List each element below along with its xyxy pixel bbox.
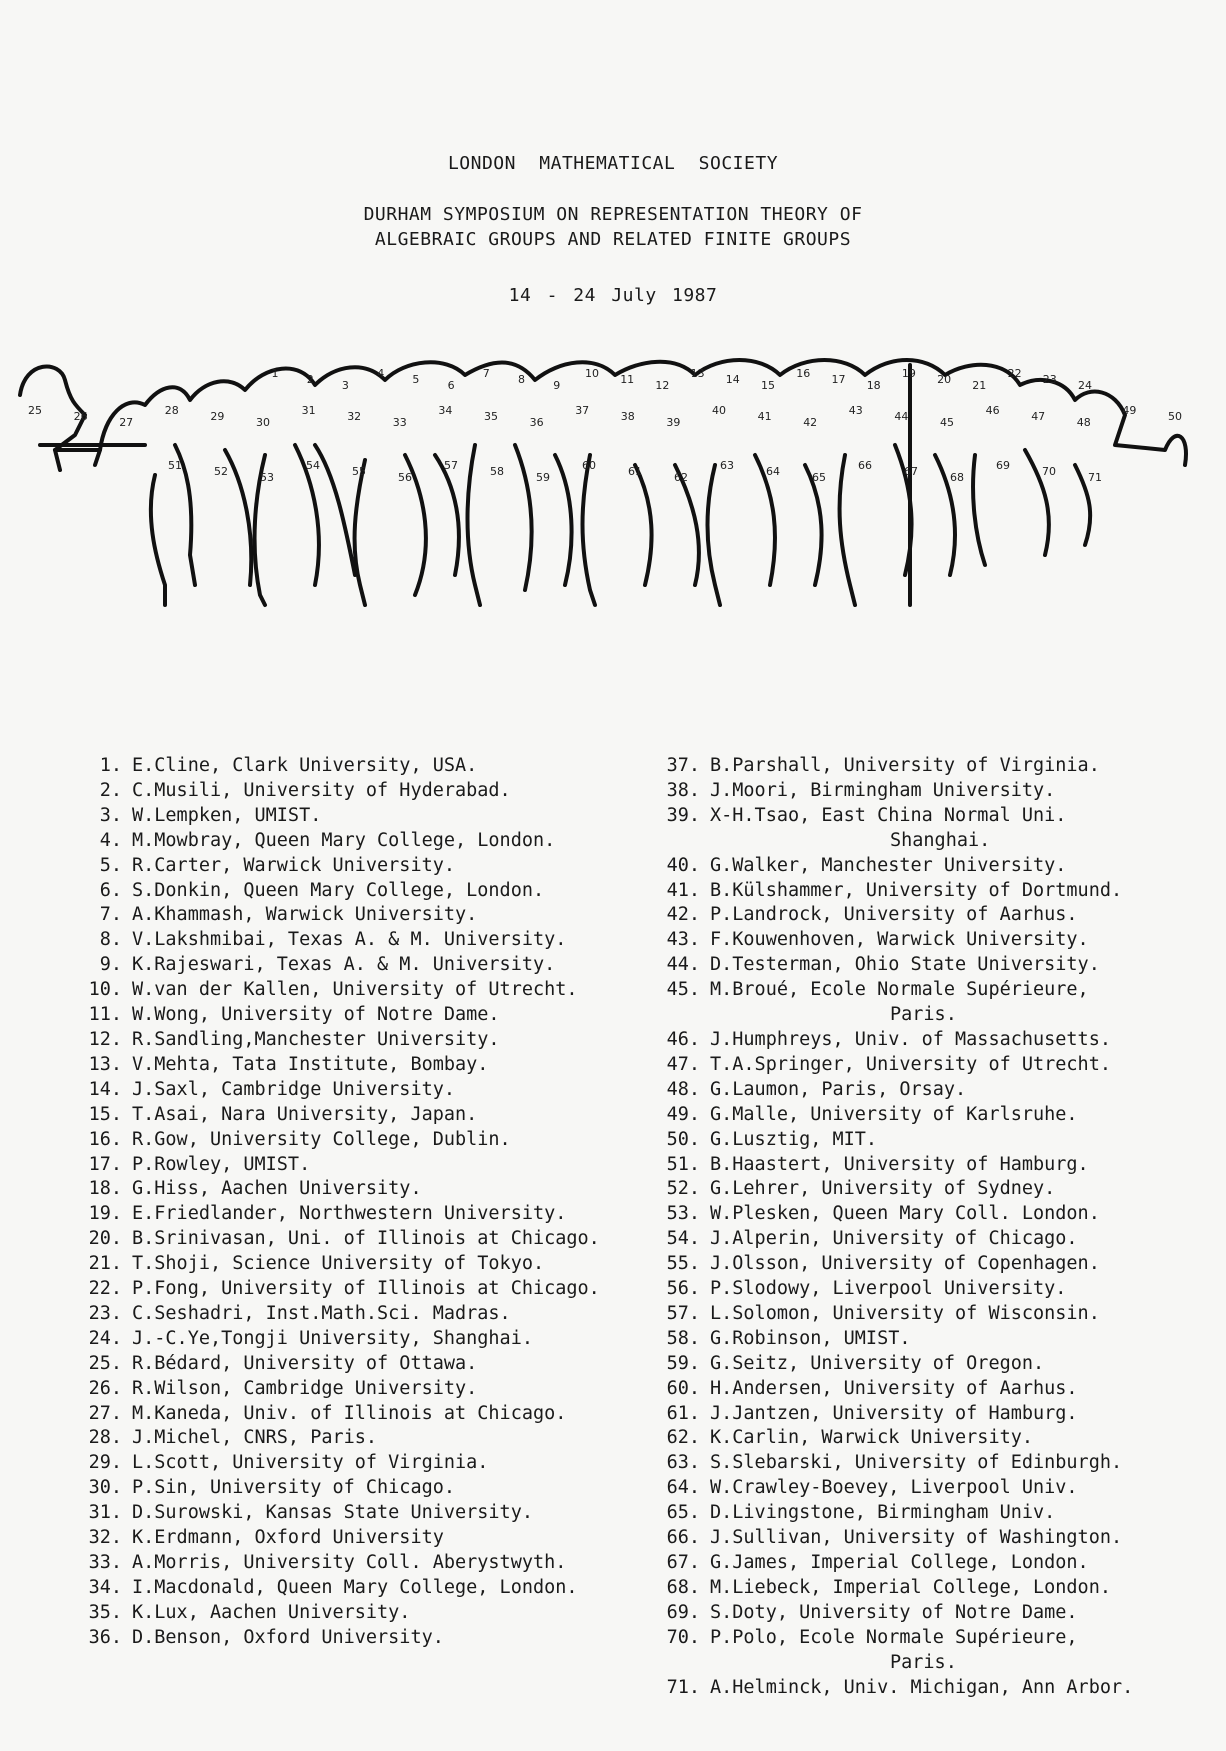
photo-key-number: 28 [164, 404, 179, 417]
participant-entry [660, 1402, 1220, 1427]
photo-key-number: 62 [674, 471, 688, 484]
photo-key-number: 8 [518, 373, 525, 386]
participant-name-affiliation: B.Haastert, University of Hamburg. [710, 1153, 1089, 1175]
participant-entry [82, 903, 652, 928]
participant-number: 21. [88, 1253, 122, 1275]
participant-entry [82, 1352, 652, 1377]
participant-name-affiliation: K.Lux, Aachen University. [132, 1601, 411, 1623]
group-outline-svg [15, 355, 1195, 655]
participant-entry [82, 928, 652, 953]
participant-entry [82, 1177, 652, 1202]
participant-name-affiliation: D.Surowski, Kansas State University. [132, 1502, 533, 1524]
photo-key-number: 52 [214, 465, 228, 478]
participant-number: 26. [88, 1377, 122, 1399]
participant-name-affiliation: T.A.Springer, University of Utrecht. [710, 1053, 1111, 1075]
participant-entry [82, 1327, 652, 1352]
participant-entry [660, 1501, 1220, 1526]
participant-entry-continuation: Paris. [890, 1004, 957, 1026]
photo-key-number: 1 [271, 367, 279, 380]
participant-entry [660, 1103, 1220, 1128]
participant-entry [82, 1103, 652, 1128]
participant-name-affiliation: T.Shoji, Science University of Tokyo. [132, 1253, 545, 1275]
participant-entry [82, 1202, 652, 1227]
participant-number: 55. [666, 1253, 700, 1275]
participant-name-affiliation: J.Michel, CNRS, Paris. [132, 1427, 378, 1449]
participant-entry [660, 1177, 1220, 1202]
participant-name-affiliation: K.Carlin, Warwick University. [710, 1427, 1034, 1449]
participant-name-affiliation: R.Bédard, University of Ottawa. [132, 1352, 478, 1374]
participant-number: 34. [88, 1576, 122, 1598]
participant-name-affiliation: J.Humphreys, Univ. of Massachusetts. [710, 1028, 1111, 1050]
participant-number: 45. [666, 979, 700, 1001]
participant-name-affiliation: P.Slodowy, Liverpool University. [710, 1278, 1067, 1300]
participant-entry [82, 829, 652, 854]
participant-number: 14. [88, 1078, 122, 1100]
photo-key-number: 35 [484, 410, 498, 423]
photo-key-number: 15 [761, 379, 775, 392]
participant-entry [82, 953, 652, 978]
participant-name-affiliation: F.Kouwenhoven, Warwick University. [710, 929, 1089, 951]
participant-name-affiliation: W.Wong, University of Notre Dame. [132, 1004, 500, 1026]
participant-number: 69. [666, 1601, 700, 1623]
participant-number: 11. [88, 1004, 122, 1026]
symposium-title-line-1: DURHAM SYMPOSIUM ON REPRESENTATION THEORY OF [363, 204, 863, 225]
participant-number: 64. [666, 1477, 700, 1499]
participant-name-affiliation: J.Jantzen, University of Hamburg. [710, 1402, 1078, 1424]
participant-number: 10. [88, 979, 122, 1001]
participant-number: 38. [666, 779, 700, 801]
participant-entry [82, 1526, 652, 1551]
photo-key-number: 69 [996, 459, 1010, 472]
participant-name-affiliation: L.Solomon, University of Wisconsin. [710, 1302, 1100, 1324]
participant-number: 62. [666, 1427, 700, 1449]
photo-key-number: 53 [260, 471, 274, 484]
photo-key-number: 60 [582, 459, 596, 472]
participant-number: 1. [99, 755, 122, 776]
participant-name-affiliation: V.Mehta, Tata Institute, Bombay. [132, 1053, 489, 1075]
photo-key-number: 23 [1042, 373, 1057, 386]
participant-number: 32. [88, 1527, 122, 1549]
photo-key-number: 57 [444, 459, 458, 472]
photo-key-number: 31 [301, 404, 316, 417]
participant-name-affiliation: W.Lempken, UMIST. [132, 804, 322, 826]
participant-entry [660, 754, 1220, 779]
participant-name-affiliation: G.Laumon, Paris, Orsay. [710, 1078, 967, 1100]
photo-key-number: 47 [1031, 410, 1046, 423]
participant-number: 67. [666, 1552, 700, 1573]
participant-name-affiliation: M.Liebeck, Imperial College, London. [710, 1576, 1111, 1598]
photo-key-numbers [28, 367, 1182, 484]
participant-entry [660, 1277, 1220, 1302]
participant-number: 24. [88, 1327, 122, 1349]
photo-key-number: 38 [620, 410, 635, 423]
photo-key-number: 9 [553, 379, 561, 392]
participant-entry [660, 1601, 1220, 1626]
symposium-dates: 14 - 24 July 1987 [508, 285, 718, 306]
participant-entry [82, 1402, 652, 1427]
participant-number: 39. [666, 804, 700, 826]
participant-name-affiliation: J.-C.Ye,Tongji University, Shanghai. [132, 1327, 533, 1349]
photo-key-number: 34 [438, 404, 453, 417]
participant-number: 54. [666, 1228, 700, 1250]
photo-key-number: 11 [620, 373, 635, 386]
participant-entry [660, 953, 1220, 978]
participant-name-affiliation: B.Parshall, University of Virginia. [710, 755, 1100, 776]
participant-name-affiliation: B.Külshammer, University of Dortmund. [710, 879, 1123, 901]
participant-entry [660, 978, 1220, 1003]
participant-name-affiliation: K.Erdmann, Oxford University [132, 1527, 444, 1549]
participant-name-affiliation: J.Saxl, Cambridge University. [132, 1078, 456, 1100]
participant-number: 37. [666, 755, 700, 776]
participant-name-affiliation: J.Moori, Birmingham University. [710, 779, 1056, 801]
photo-key-number: 24 [1078, 379, 1092, 392]
participant-entry-continuation: Paris. [890, 1651, 957, 1673]
participant-name-affiliation: R.Gow, University College, Dublin. [132, 1128, 511, 1150]
photo-key-number: 71 [1088, 471, 1102, 484]
photo-key-number: 61 [628, 465, 642, 478]
participant-number: 27. [88, 1402, 122, 1424]
participant-number: 68. [666, 1576, 700, 1598]
participant-entry-continuation: Shanghai. [890, 829, 991, 851]
participant-entry [82, 1601, 652, 1626]
participant-name-affiliation: G.Malle, University of Karlsruhe. [710, 1103, 1078, 1125]
participant-number: 5. [99, 854, 122, 876]
participant-name-affiliation: E.Cline, Clark University, USA. [132, 755, 478, 776]
photo-key-number: 63 [720, 459, 734, 472]
participant-entry [82, 1128, 652, 1153]
photo-key-number: 14 [725, 373, 740, 386]
photo-key-number: 17 [831, 373, 846, 386]
participant-name-affiliation: T.Asai, Nara University, Japan. [132, 1103, 478, 1125]
participant-name-affiliation: S.Slebarski, University of Edinburgh. [710, 1452, 1123, 1474]
participant-number: 18. [88, 1178, 122, 1200]
participant-entry [82, 754, 652, 779]
participant-entry [660, 1576, 1220, 1601]
participant-entry [660, 1676, 1220, 1701]
participant-name-affiliation: M.Kaneda, Univ. of Illinois at Chicago. [132, 1402, 567, 1424]
participant-name-affiliation: J.Alperin, University of Chicago. [710, 1228, 1078, 1250]
participant-number: 16. [88, 1128, 122, 1150]
participant-number: 25. [88, 1352, 122, 1374]
participant-entry [660, 1227, 1220, 1252]
participant-name-affiliation: G.Hiss, Aachen University. [132, 1178, 422, 1200]
photo-key-number: 46 [985, 404, 1000, 417]
participant-entry [82, 1252, 652, 1277]
participant-name-affiliation: X-H.Tsao, East China Normal Uni. [710, 804, 1067, 826]
symposium-title-line-2: ALGEBRAIC GROUPS AND RELATED FINITE GROUPS [374, 229, 852, 250]
participant-number: 48. [666, 1078, 700, 1100]
participant-name-affiliation: C.Seshadri, Inst.Math.Sci. Madras. [132, 1302, 511, 1324]
participant-number: 8. [99, 929, 122, 951]
photo-key-number: 2 [306, 373, 314, 386]
participant-name-affiliation: G.Robinson, UMIST. [710, 1327, 911, 1349]
photo-key-number: 59 [536, 471, 550, 484]
photo-key-number: 55 [352, 465, 366, 478]
photo-key-number: 45 [940, 416, 954, 429]
participant-number: 19. [88, 1203, 122, 1225]
participant-name-affiliation: D.Livingstone, Birmingham Univ. [710, 1502, 1056, 1524]
participant-name-affiliation: P.Rowley, UMIST. [132, 1153, 311, 1175]
participant-name-affiliation: P.Sin, University of Chicago. [132, 1477, 456, 1499]
participant-entry [82, 1028, 652, 1053]
photo-key-number: 12 [655, 379, 670, 392]
participant-name-affiliation: A.Morris, University Coll. Aberystwyth. [132, 1552, 567, 1573]
photo-key-number: 29 [210, 410, 225, 423]
participant-entry [660, 1028, 1220, 1053]
participant-entry [660, 1451, 1220, 1476]
participant-number: 12. [88, 1028, 122, 1050]
participant-number: 30. [88, 1477, 122, 1499]
photo-key-number: 4 [377, 367, 385, 380]
photo-key-number: 56 [398, 471, 412, 484]
photo-key-number: 44 [894, 410, 909, 423]
participant-entry [82, 779, 652, 804]
participant-number: 20. [88, 1228, 122, 1250]
participant-name-affiliation: D.Testerman, Ohio State University. [710, 954, 1100, 976]
participant-number: 28. [88, 1427, 122, 1449]
photo-key-number: 65 [812, 471, 826, 484]
participant-entry [82, 1153, 652, 1178]
photo-key-number: 6 [447, 379, 455, 392]
participant-name-affiliation: G.Lusztig, MIT. [710, 1128, 878, 1150]
participant-number: 52. [666, 1178, 700, 1200]
participant-entry [660, 879, 1220, 904]
participant-name-affiliation: G.Lehrer, University of Sydney. [710, 1178, 1056, 1200]
participant-entry [82, 1053, 652, 1078]
photo-key-number: 27 [119, 416, 134, 429]
participant-name-affiliation: I.Macdonald, Queen Mary College, London. [132, 1576, 578, 1598]
photo-key-number: 19 [901, 367, 916, 380]
participant-name-affiliation: G.Seitz, University of Oregon. [710, 1352, 1045, 1374]
participant-name-affiliation: J.Sullivan, University of Washington. [710, 1527, 1123, 1549]
participant-entry [660, 1426, 1220, 1451]
photo-key-number: 18 [866, 379, 881, 392]
participant-number: 51. [666, 1153, 700, 1175]
participant-entry [660, 1153, 1220, 1178]
participant-number: 59. [666, 1352, 700, 1374]
participant-entry [82, 1227, 652, 1252]
photo-key-number: 40 [712, 404, 726, 417]
participant-entry [82, 879, 652, 904]
participant-number: 65. [666, 1502, 700, 1524]
participant-entry [82, 1078, 652, 1103]
participant-name-affiliation: G.Walker, Manchester University. [710, 854, 1067, 876]
participant-entry [660, 1302, 1220, 1327]
participant-name-affiliation: G.James, Imperial College, London. [710, 1552, 1089, 1573]
participant-entry [660, 1053, 1220, 1078]
participant-name-affiliation: B.Srinivasan, Uni. of Illinois at Chicago. [132, 1228, 600, 1250]
participant-number: 15. [88, 1103, 122, 1125]
participant-entry [660, 1476, 1220, 1501]
photo-key-number: 32 [347, 410, 362, 423]
participant-name-affiliation: W.Plesken, Queen Mary Coll. London. [710, 1203, 1100, 1225]
participant-name-affiliation: W.van der Kallen, University of Utrecht. [132, 979, 578, 1001]
participant-entry [82, 1576, 652, 1601]
participant-number: 9. [99, 954, 122, 976]
participant-entry [660, 1327, 1220, 1352]
participant-number: 70. [666, 1626, 700, 1648]
participant-entry [82, 804, 652, 829]
photo-key-number: 41 [757, 410, 772, 423]
participant-entry [660, 804, 1220, 829]
participant-number: 2. [99, 779, 122, 801]
participant-name-affiliation: R.Carter, Warwick University. [132, 854, 456, 876]
participant-entry [660, 1551, 1220, 1576]
group-photo-key-drawing [15, 355, 1195, 655]
participant-name-affiliation: S.Doty, University of Notre Dame. [710, 1601, 1078, 1623]
participant-number: 63. [666, 1452, 700, 1474]
photo-key-number: 33 [392, 416, 407, 429]
photo-key-number: 66 [858, 459, 872, 472]
participant-entry [660, 1626, 1220, 1651]
participant-name-affiliation: C.Musili, University of Hyderabad. [132, 779, 511, 801]
photo-key-number: 13 [690, 367, 705, 380]
photo-key-number: 48 [1076, 416, 1091, 429]
photo-key-number: 36 [529, 416, 544, 429]
photo-key-number: 42 [803, 416, 818, 429]
participant-list-right [660, 754, 1220, 1700]
participant-entry [660, 1078, 1220, 1103]
participant-number: 49. [666, 1103, 700, 1125]
participant-name-affiliation: D.Benson, Oxford University. [132, 1626, 444, 1648]
participant-number: 71. [666, 1676, 700, 1698]
participant-number: 57. [666, 1302, 700, 1324]
photo-key-number: 54 [306, 459, 320, 472]
participant-name-affiliation: S.Donkin, Queen Mary College, London. [132, 879, 545, 901]
participant-name-affiliation: H.Andersen, University of Aarhus. [710, 1377, 1078, 1399]
participant-entry [660, 1202, 1220, 1227]
photo-key-number: 58 [490, 465, 504, 478]
photo-key-number: 5 [412, 373, 420, 386]
participant-number: 42. [666, 904, 700, 926]
participant-entry [82, 1476, 652, 1501]
photo-key-number: 39 [666, 416, 681, 429]
participant-entry [660, 1377, 1220, 1402]
participant-number: 60. [666, 1377, 700, 1399]
participant-number: 46. [666, 1028, 700, 1050]
photo-key-number: 10 [585, 367, 599, 380]
participant-number: 36. [88, 1626, 122, 1648]
photo-key-number: 22 [1007, 367, 1022, 380]
participant-entry [82, 1551, 652, 1576]
participant-number: 23. [88, 1302, 122, 1324]
photo-key-number: 30 [256, 416, 270, 429]
participant-number: 29. [88, 1452, 122, 1474]
photo-key-number: 50 [1168, 410, 1182, 423]
photo-key-number: 3 [341, 379, 349, 392]
participant-number: 17. [88, 1153, 122, 1175]
photo-key-number: 64 [766, 465, 780, 478]
participant-number: 6. [99, 879, 122, 901]
photo-key-number: 49 [1122, 404, 1137, 417]
participant-entry [82, 1277, 652, 1302]
participant-name-affiliation: K.Rajeswari, Texas A. & M. University. [132, 954, 556, 976]
participant-name-affiliation: A.Helminck, Univ. Michigan, Ann Arbor. [710, 1676, 1134, 1698]
participant-number: 40. [666, 854, 700, 876]
participant-number: 58. [666, 1327, 700, 1349]
participant-number: 47. [666, 1053, 700, 1075]
participant-name-affiliation: L.Scott, University of Virginia. [132, 1452, 489, 1474]
participant-list-left [82, 754, 652, 1651]
participant-entry [660, 1252, 1220, 1277]
participant-entry [82, 1377, 652, 1402]
photo-key-number: 43 [848, 404, 863, 417]
participant-name-affiliation: A.Khammash, Warwick University. [132, 904, 478, 926]
participant-entry [82, 1003, 652, 1028]
participant-number: 44. [666, 954, 700, 976]
photo-key-number: 70 [1042, 465, 1056, 478]
participant-entry [82, 854, 652, 879]
participant-number: 4. [99, 829, 122, 851]
participant-number: 43. [666, 929, 700, 951]
participant-number: 22. [88, 1278, 122, 1300]
participant-number: 13. [88, 1053, 122, 1075]
participant-entry [660, 1526, 1220, 1551]
society-title: LONDON MATHEMATICAL SOCIETY [447, 153, 779, 174]
participant-entry [82, 1501, 652, 1526]
participant-name-affiliation: J.Olsson, University of Copenhagen. [710, 1253, 1100, 1275]
participant-name-affiliation: P.Fong, University of Illinois at Chicago. [132, 1278, 600, 1300]
participant-name-affiliation: W.Crawley-Boevey, Liverpool Univ. [710, 1477, 1078, 1499]
participant-name-affiliation: R.Sandling,Manchester University. [132, 1028, 500, 1050]
participant-name-affiliation: M.Broué, Ecole Normale Supérieure, [710, 979, 1089, 1001]
photo-key-number: 67 [904, 465, 918, 478]
participant-number: 31. [88, 1502, 122, 1524]
photo-key-number: 37 [575, 404, 590, 417]
photo-key-number: 26 [73, 410, 88, 423]
participant-number: 3. [99, 804, 122, 826]
participant-number: 7. [99, 904, 122, 926]
photo-key-number: 16 [796, 367, 811, 380]
participant-number: 35. [88, 1601, 122, 1623]
participant-name-affiliation: P.Polo, Ecole Normale Supérieure, [710, 1626, 1078, 1648]
participant-entry [82, 1451, 652, 1476]
photo-key-number: 21 [972, 379, 987, 392]
participant-number: 61. [666, 1402, 700, 1424]
participant-number: 41. [666, 879, 700, 901]
participant-entry [660, 903, 1220, 928]
participant-entry [660, 854, 1220, 879]
participant-number: 66. [666, 1527, 700, 1549]
participant-entry [82, 978, 652, 1003]
participant-entry [660, 1128, 1220, 1153]
photo-key-number: 20 [937, 373, 952, 386]
participant-entry [82, 1426, 652, 1451]
participant-entry [82, 1626, 652, 1651]
participant-name-affiliation: R.Wilson, Cambridge University. [132, 1377, 478, 1399]
participant-name-affiliation: P.Landrock, University of Aarhus. [710, 904, 1078, 926]
participant-name-affiliation: E.Friedlander, Northwestern University. [132, 1203, 567, 1225]
participant-entry [82, 1302, 652, 1327]
participant-number: 50. [666, 1128, 700, 1150]
participant-name-affiliation: M.Mowbray, Queen Mary College, London. [132, 829, 556, 851]
participant-number: 53. [666, 1203, 700, 1225]
participant-entry [660, 779, 1220, 804]
participant-entry [660, 928, 1220, 953]
photo-key-number: 51 [168, 459, 182, 472]
photo-key-number: 7 [482, 367, 490, 380]
photo-key-number: 25 [28, 404, 42, 417]
photo-key-number: 68 [950, 471, 964, 484]
participant-name-affiliation: V.Lakshmibai, Texas A. & M. University. [132, 929, 567, 951]
participant-number: 33. [88, 1552, 122, 1573]
participant-entry [660, 1352, 1220, 1377]
participant-number: 56. [666, 1278, 700, 1300]
